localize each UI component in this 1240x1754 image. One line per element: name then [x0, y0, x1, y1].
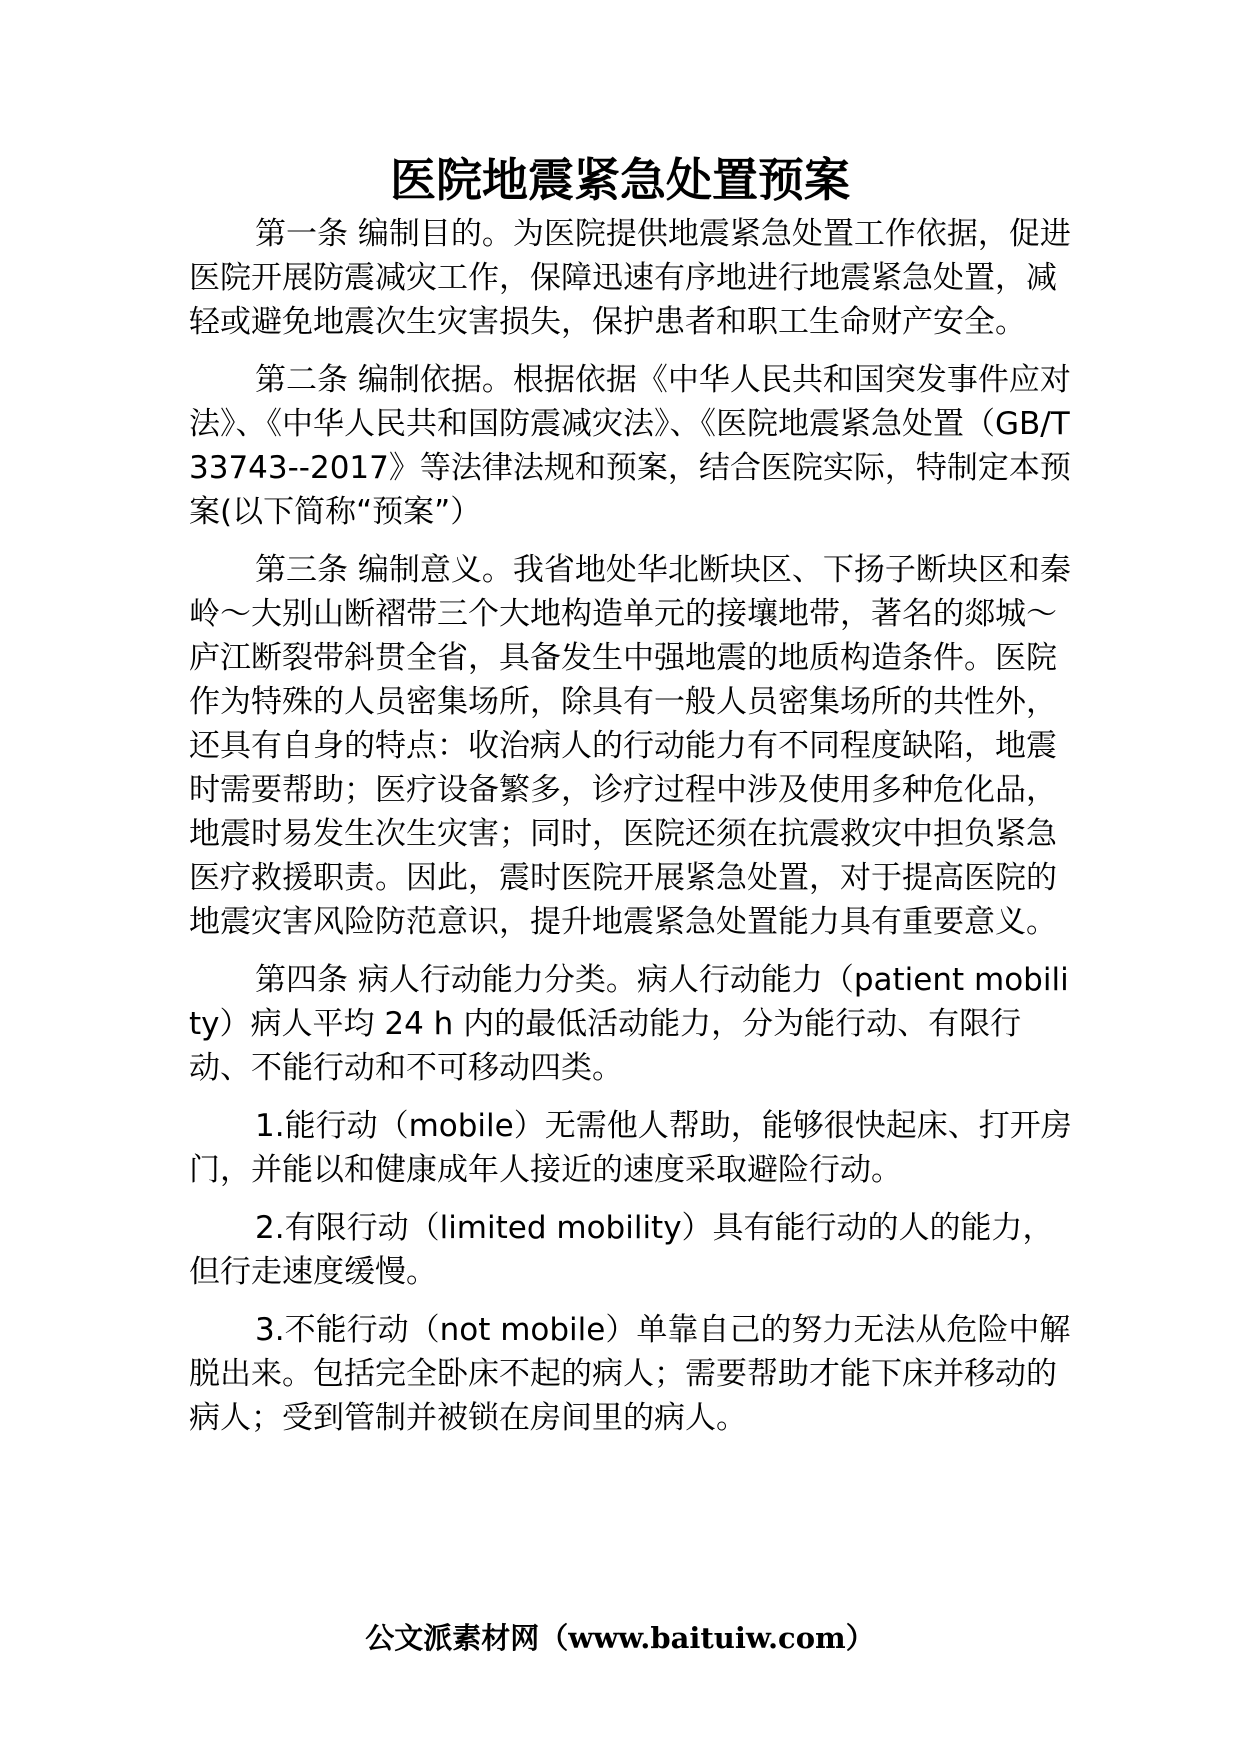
document-title: 医院地震紧急处置预案 — [390, 153, 850, 207]
document-body — [189, 212, 1079, 1454]
article-2-paragraph: 第二条 编制依据。根据依据《中华人民共和国突发事件应对法》、《中华人民共和国防震减灾法》、《医院地震紧急处置（GB/T 33743--2017》等法律法规和预案，结合医院实际，特制定本预案(以下简称“预案”） — [189, 362, 1071, 530]
mobility-item-1: 1.能行动（mobile）无需他人帮助，能够很快起床、打开房门，并能以和健康成年人接近的速度采取避险行动。 — [189, 1108, 1072, 1188]
mobility-item-3: 3.不能行动（not mobile）单靠自己的努力无法从危险中解脱出来。包括完全卧床不起的病人；需要帮助才能下床并移动的病人；受到管制并被锁在房间里的病人。 — [189, 1312, 1071, 1436]
page-footer-watermark: 公文派素材网（www.baituiw.com） — [365, 1621, 875, 1655]
article-4-paragraph: 第四条 病人行动能力分类。病人行动能力（patient mobility）病人平均 24 h 内的最低活动能力，分为能行动、有限行动、不能行动和不可移动四类。 — [189, 962, 1069, 1086]
article-1-paragraph: 第一条 编制目的。为医院提供地震紧急处置工作依据，促进医院开展防震减灾工作，保障迅速有序地进行地震紧急处置，减轻或避免地震次生灾害损失，保护患者和职工生命财产安全。 — [189, 216, 1071, 340]
article-3-paragraph: 第三条 编制意义。我省地处华北断块区、下扬子断块区和秦岭～大别山断褶带三个大地构造单元的接壤地带，著名的郯城～庐江断裂带斜贯全省，具备发生中强地震的地质构造条件。医院作为特殊的人员密集场所，除具有一般人员密集场所的共性外，还具有自身的特点：收治病人的行动能力有不同程度缺陷，地震时需要帮助；医疗设备繁多，诊疗过程中涉及使用多种危化品，地震时易发生次生灾害；同时，医院还须在抗震救灾中担负紧急医疗救援职责。因此，震时医院开展紧急处置，对于提高医院的地震灾害风险防范意识，提升地震紧急处置能力具有重要意义。 — [189, 552, 1071, 940]
mobility-item-2: 2.有限行动（limited mobility）具有能行动的人的能力，但行走速度缓慢。 — [189, 1210, 1054, 1290]
